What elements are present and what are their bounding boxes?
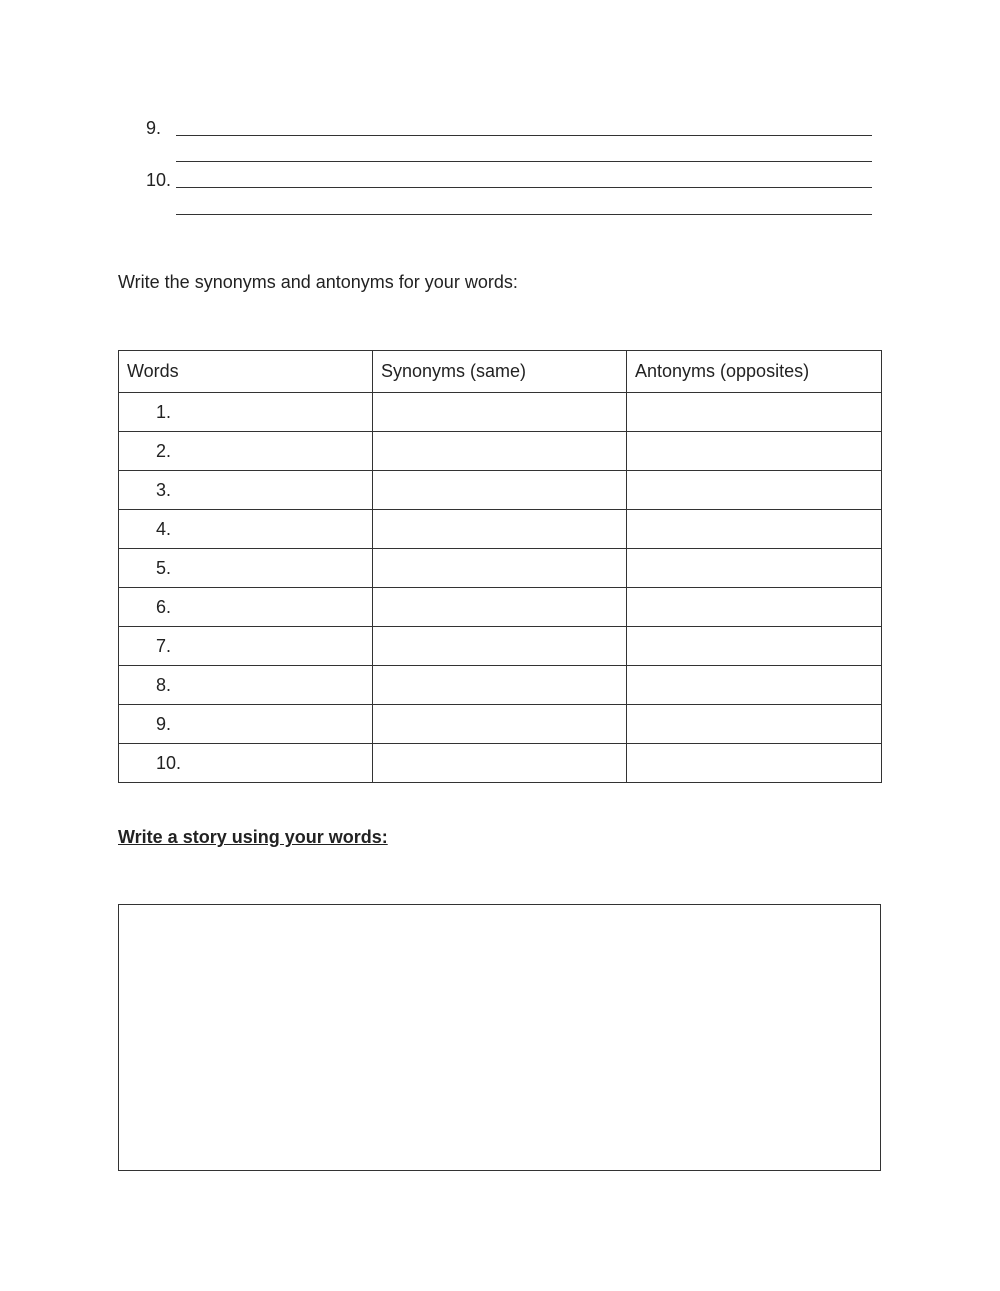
table-row [119, 744, 882, 783]
synonym-cell[interactable] [373, 471, 627, 510]
table-row [119, 666, 882, 705]
row-number: 2. [119, 432, 373, 471]
synonym-cell[interactable] [373, 549, 627, 588]
table-row [119, 549, 882, 588]
synonym-cell[interactable] [373, 705, 627, 744]
antonym-cell[interactable] [627, 744, 882, 783]
answer-line-9-first[interactable] [176, 135, 872, 136]
antonym-cell[interactable] [627, 549, 882, 588]
row-number: 9. [119, 705, 373, 744]
antonym-cell[interactable] [627, 432, 882, 471]
row-number: 4. [119, 510, 373, 549]
synonym-cell[interactable] [373, 744, 627, 783]
row-number: 3. [119, 471, 373, 510]
header-synonyms: Synonyms (same) [373, 351, 627, 393]
table-row [119, 432, 882, 471]
antonym-cell[interactable] [627, 627, 882, 666]
row-number: 8. [119, 666, 373, 705]
table-row [119, 393, 882, 432]
synonym-cell[interactable] [373, 393, 627, 432]
header-words: Words [119, 351, 373, 393]
row-number: 1. [119, 393, 373, 432]
synonym-cell[interactable] [373, 510, 627, 549]
table-row [119, 471, 882, 510]
table-header-row [119, 351, 882, 393]
story-heading: Write a story using your words: [118, 827, 388, 847]
story-writing-box[interactable] [118, 904, 881, 1171]
antonym-cell[interactable] [627, 705, 882, 744]
answer-line-number-10: 10. [146, 170, 172, 190]
antonym-cell[interactable] [627, 393, 882, 432]
table-row [119, 705, 882, 744]
synonym-cell[interactable] [373, 666, 627, 705]
antonym-cell[interactable] [627, 510, 882, 549]
antonym-cell[interactable] [627, 471, 882, 510]
table-row [119, 627, 882, 666]
antonym-cell[interactable] [627, 666, 882, 705]
row-number: 6. [119, 588, 373, 627]
synonym-cell[interactable] [373, 588, 627, 627]
answer-line-10-first[interactable] [176, 187, 872, 188]
answer-line-10-second[interactable] [176, 214, 872, 215]
row-number: 7. [119, 627, 373, 666]
answer-line-number-9: 9. [146, 118, 162, 138]
answer-line-9-second[interactable] [176, 161, 872, 162]
antonym-cell[interactable] [627, 588, 882, 627]
row-number: 5. [119, 549, 373, 588]
table-row [119, 510, 882, 549]
synonyms-antonyms-table [118, 350, 882, 783]
row-number: 10. [119, 744, 373, 783]
table-row [119, 588, 882, 627]
instruction-text: Write the synonyms and antonyms for your words: [118, 272, 518, 292]
header-antonyms: Antonyms (opposites) [627, 351, 882, 393]
synonym-cell[interactable] [373, 627, 627, 666]
synonym-cell[interactable] [373, 432, 627, 471]
